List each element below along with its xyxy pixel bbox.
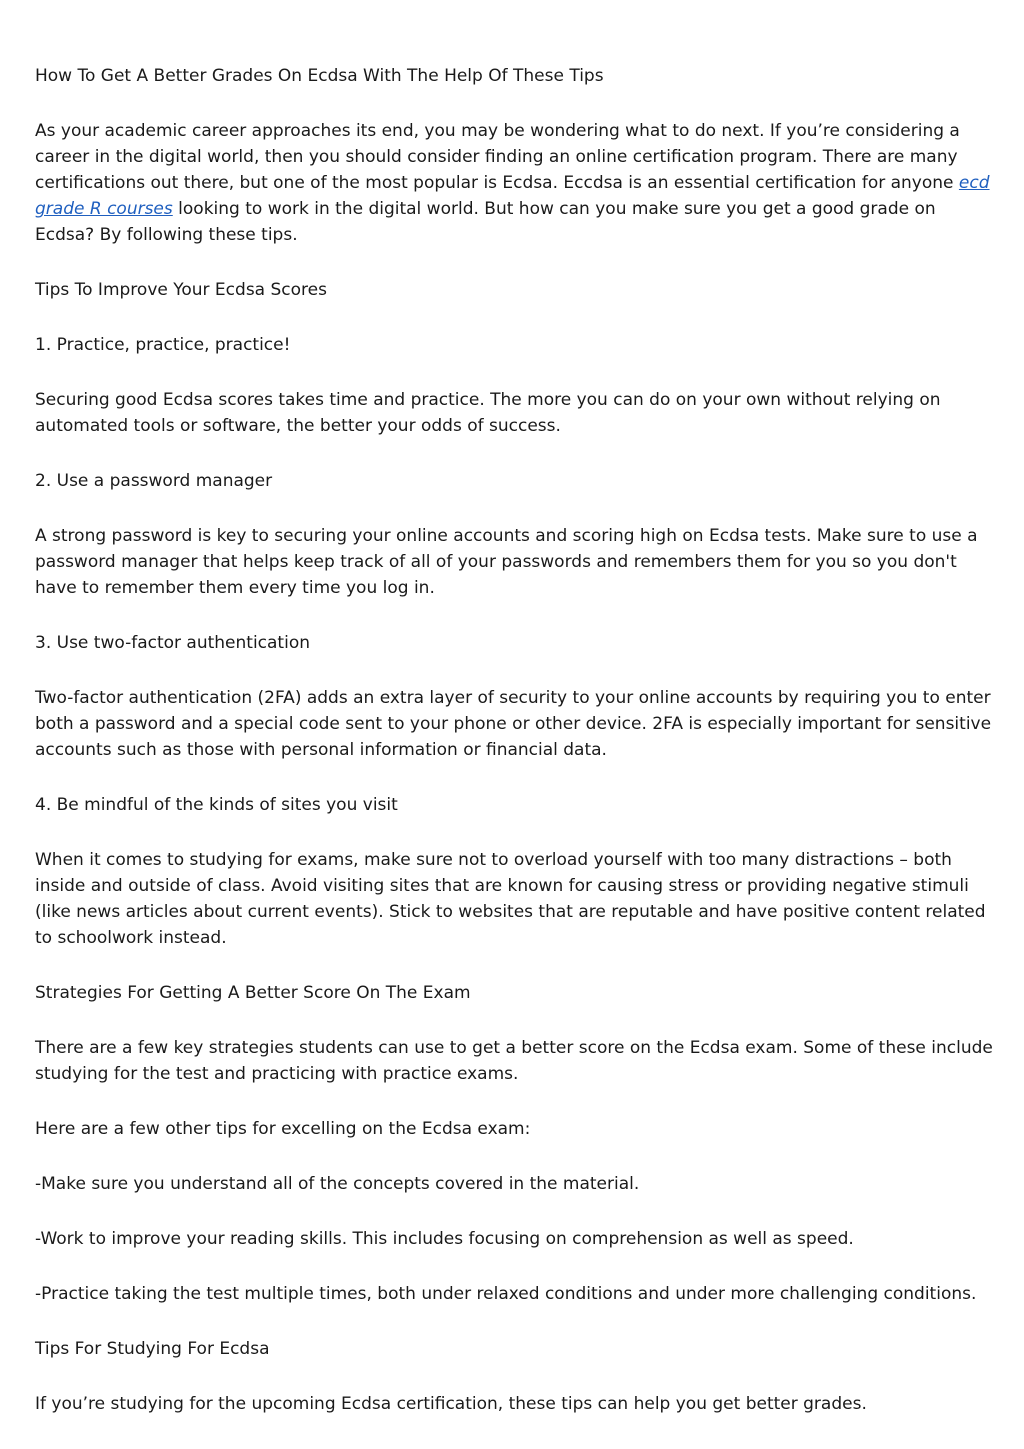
other-tips-intro: Here are a few other tips for excelling on the Ecdsa exam: [35, 1119, 531, 1139]
list-item: -Practice taking the test multiple times, both under relaxed conditions and under more challenging conditions. [35, 1284, 977, 1304]
tip-1-heading: 1. Practice, practice, practice! [35, 335, 291, 355]
strategies-body: There are a few key strategies students can use to get a better score on the Ecdsa exam. Some of these include studying for the test and practicing with practice exams. [35, 1038, 993, 1084]
tip-2-heading: 2. Use a password manager [35, 471, 273, 491]
document-page [35, 63, 995, 1446]
intro-text-after-link: looking to work in the digital world. But how can you make sure you get a good grade on Ecdsa? By following these tips. [35, 199, 936, 245]
section-heading-tips-improve: Tips To Improve Your Ecdsa Scores [35, 280, 327, 300]
tip-4-heading: 4. Be mindful of the kinds of sites you visit [35, 795, 398, 815]
section-heading-studying: Tips For Studying For Ecdsa [35, 1339, 270, 1359]
tip-1-body: Securing good Ecdsa scores takes time and practice. The more you can do on your own without relying on automated tools or software, the better your odds of success. [35, 390, 941, 436]
tip-2-body: A strong password is key to securing your online accounts and scoring high on Ecdsa tests. Make sure to use a password manager that helps keep track of all of your passwords and remembers them for you so you don't have to remember them every time you log in. [35, 526, 978, 598]
section-heading-strategies: Strategies For Getting A Better Score On The Exam [35, 983, 471, 1003]
tip-4-body: When it comes to studying for exams, make sure not to overload yourself with too many distractions – both inside and outside of class. Avoid visiting sites that are known for causing stress or providing negative stimuli (like news articles about current events). Stick to websites that are reputable and have positive content related to schoolwork instead. [35, 850, 986, 948]
document-title: How To Get A Better Grades On Ecdsa With The Help Of These Tips [35, 66, 604, 86]
ecd-grade-r-courses-link[interactable]: ecd grade R courses [35, 173, 990, 219]
list-item: -Make sure you understand all of the concepts covered in the material. [35, 1174, 640, 1194]
studying-body: If you’re studying for the upcoming Ecdsa certification, these tips can help you get better grades. [35, 1394, 867, 1414]
tip-3-body: Two-factor authentication (2FA) adds an extra layer of security to your online accounts by requiring you to enter both a password and a special code sent to your phone or other device. 2FA is especially important for sensitive accounts such as those with personal information or financial data. [35, 688, 992, 760]
tip-3-heading: 3. Use two-factor authentication [35, 633, 310, 653]
intro-paragraph [35, 118, 995, 248]
intro-text-before-link: As your academic career approaches its end, you may be wondering what to do next. If you’re considering a career in the digital world, then you should consider finding an online certification program. There are many certifications out there, but one of the most popular is Ecdsa. Eccdsa is an essential certification for anyone [35, 121, 960, 193]
list-item: -Work to improve your reading skills. This includes focusing on comprehension as well as speed. [35, 1229, 854, 1249]
